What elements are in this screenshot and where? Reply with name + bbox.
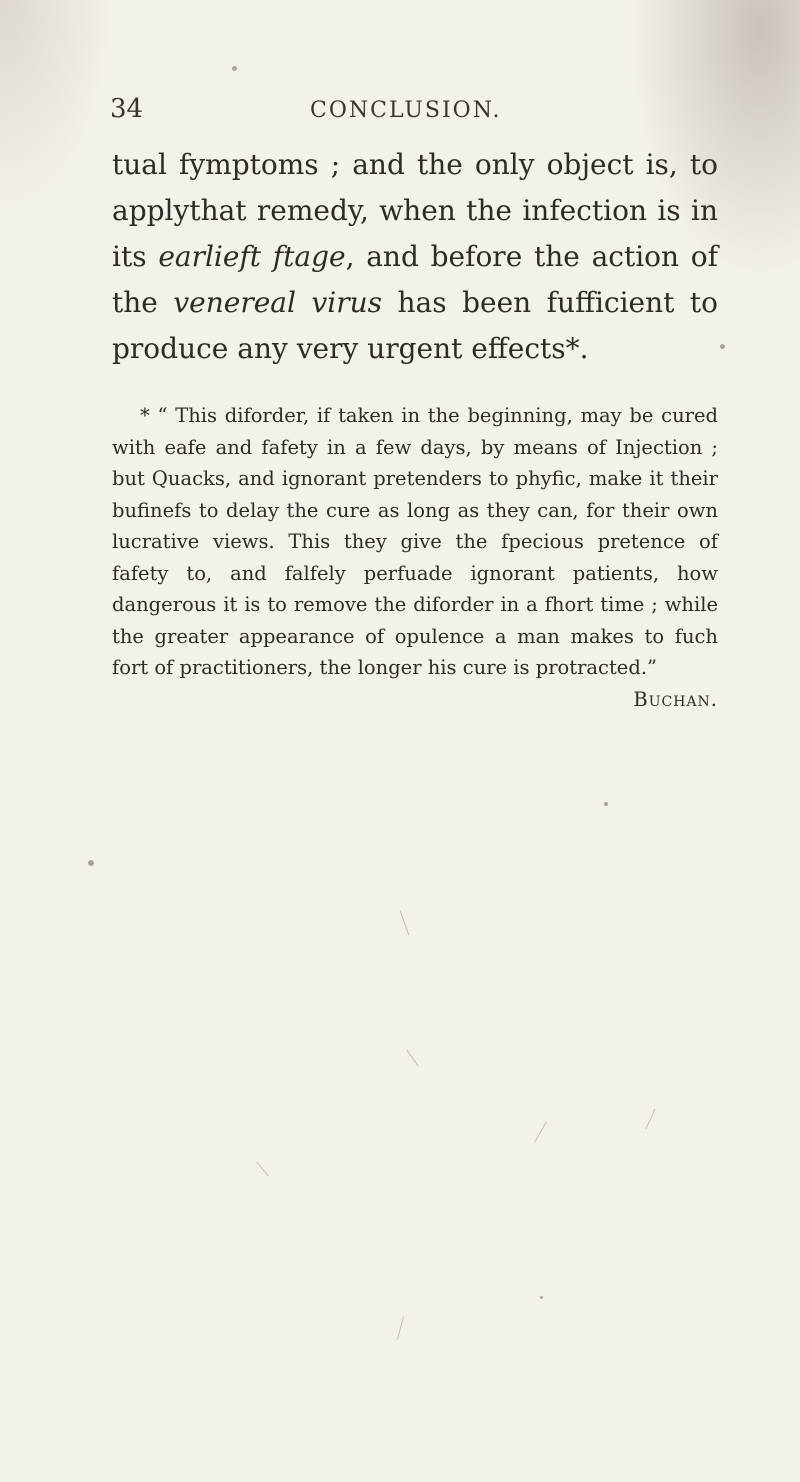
paper-scratch [534,1121,547,1142]
main-paragraph [112,142,718,372]
footnote-text: * “ This diforder, if taken in the beginning, may be cured with eafe and fafety in a few days, by means of Injection ; but Quacks, and ignorant pretenders to phyfic, make it their bufinefs to delay the cure as long as they can, for their own lucrative views. This they give the fpecious pretence of fafety to, and falfely perfuade ignorant patients, how dangerous it is to remove the diforder in a fhort time ; while the greater appearance of opulence a man makes to fuch fort of practitioners, the longer his cure is protracted.” [112,404,718,679]
paper-scratch [645,1109,655,1129]
paper-speck [88,860,94,866]
body-text-segment: tual fymptoms ; and the only object is, to applythat remedy, when the infection is in its [112,148,718,273]
running-head: CONCLUSION. [310,98,502,123]
footnote [112,400,718,715]
page-header [110,92,710,128]
footnote-signature: Buchan. [633,687,718,711]
page-number: 34 [110,94,144,124]
body-text-italic: venereal virus [173,286,383,319]
paper-speck [604,802,608,806]
paper-scratch [400,911,410,936]
body-text-segment: , and before the action of the [112,240,718,319]
body-text-segment: has been fufficient to produce any very urgent effects*. [112,286,719,365]
paper-speck [720,344,725,349]
paper-scratch [406,1050,418,1067]
paper-speck [540,1296,543,1299]
paper-speck [232,66,237,71]
body-text-italic: earlieft ftage [158,240,346,273]
paper-scratch [397,1316,404,1339]
paper-scratch [256,1162,268,1176]
